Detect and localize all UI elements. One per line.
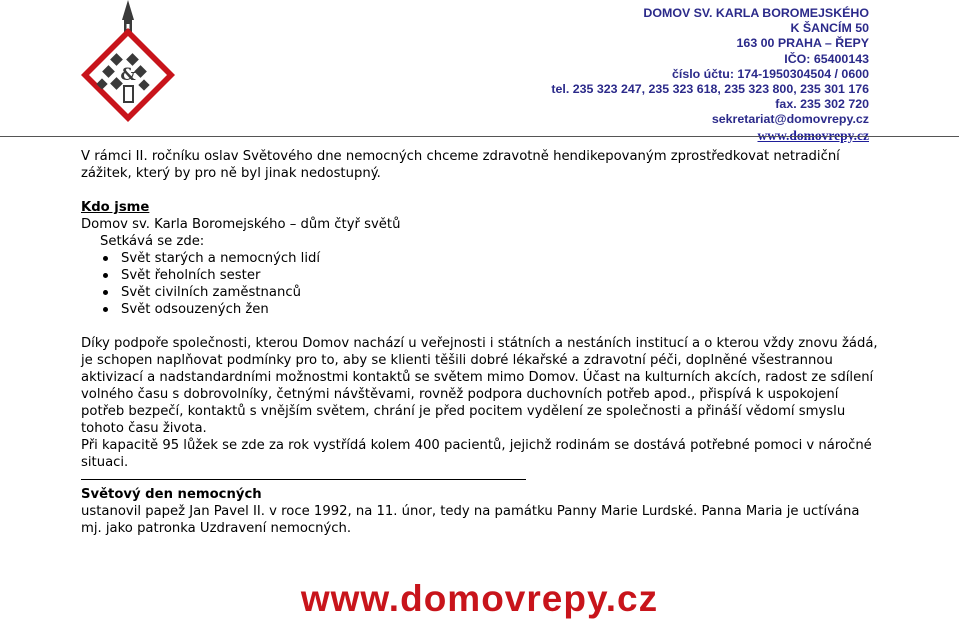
ico-number: IČO: 65400143 <box>784 51 869 66</box>
world-day-paragraph: ustanovil papež Jan Pavel II. v roce 1992, na 11. únor, tedy na památku Panny Marie Lurdské. Panna Maria je uctívána mj. jako patronka Uzdravení nemocných. <box>81 504 860 536</box>
email-address[interactable]: sekretariat@domovrepy.cz <box>711 112 869 127</box>
contact-block <box>551 6 869 143</box>
section-divider <box>81 479 526 480</box>
who-line-2: Setkává se zde: <box>100 234 205 249</box>
intro-paragraph: V rámci II. ročníku oslav Světového dne nemocných chceme zdravotně hendikepovaným zprostředkovat netradiční zážitek, který by pro ně byl jinak nedostupný. <box>81 149 840 181</box>
svg-text:&: & <box>120 65 136 85</box>
who-line-1: Domov sv. Karla Boromejského – dům čtyř světů <box>81 217 401 232</box>
support-paragraph: Díky podpoře společnosti, kterou Domov nachází u veřejnosti i státních a nestáních institucí a o kterou vždy znovu žádá, je schopen naplňovat podmínky pro to, aby se klienti těšili dobré lékařské a zdravotní péči, doplněné všestrannou aktivizací a nadstandardními možnostmi kontaktů se světem mimo Domov. Účast na kulturních akcích, radost ze sdílení volného času s dobrovolníky, četnými návštěvami, rovněž podpora duchovních potřeb apod., přispívá k uspokojení potřeb bezpečí, kontaktů s vnějším světem, chrání je před pocitem vydělení ze společnosti a přináší vědomí smyslu tohoto času života. <box>81 336 878 436</box>
list-item: Svět řeholních sester <box>81 267 881 284</box>
org-name: DOMOV SV. KARLA BOROMEJSKÉHO <box>643 6 869 20</box>
capacity-paragraph: Při kapacitě 95 lůžek se zde za rok vystřídá kolem 400 pacientů, jejichž rodinám se dostává potřebné pomoci v náročné situaci. <box>81 438 872 470</box>
world-day-heading: Světový den nemocných <box>81 487 262 502</box>
house-diamond-logo-icon <box>78 0 178 133</box>
worlds-list <box>81 250 881 318</box>
document-body <box>81 148 881 537</box>
organization-logo <box>78 0 178 133</box>
website-link[interactable]: www.domovrepy.cz <box>757 127 869 143</box>
who-heading: Kdo jsme <box>81 200 150 215</box>
list-item: Svět starých a nemocných lidí <box>81 250 881 267</box>
header-divider <box>0 136 959 137</box>
city-address: 163 00 PRAHA – ŘEPY <box>736 36 869 51</box>
list-item: Svět civilních zaměstnanců <box>81 284 881 301</box>
fax-number: fax. 235 302 720 <box>775 97 869 112</box>
phone-numbers: tel. 235 323 247, 235 323 618, 235 323 800, 235 301 176 <box>551 82 869 97</box>
bank-account: číslo účtu: 174-1950304504 / 0600 <box>671 66 869 81</box>
list-item: Svět odsouzených žen <box>81 301 881 318</box>
footer-website[interactable]: www.domovrepy.cz <box>300 578 659 619</box>
street-address: K ŠANCÍM 50 <box>790 21 869 36</box>
